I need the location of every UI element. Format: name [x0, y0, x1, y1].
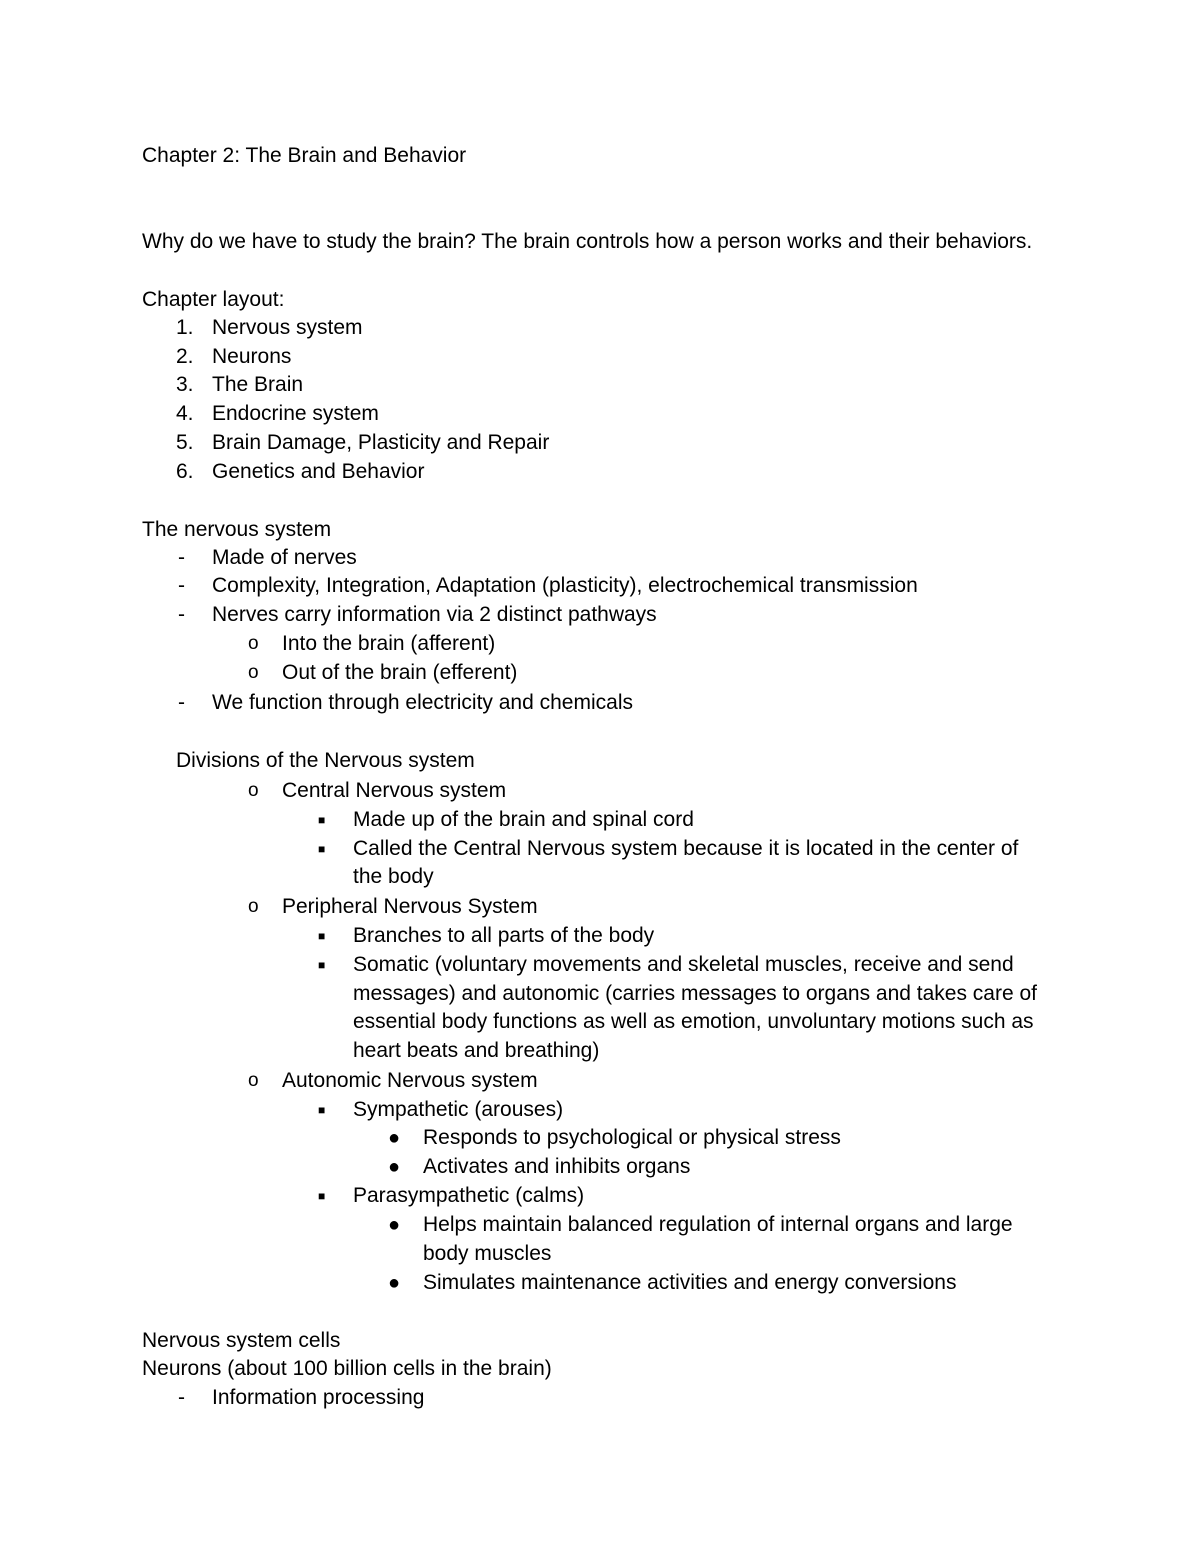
- list-item: We function through electricity and chemicals: [212, 691, 633, 714]
- nervous-heading: The nervous system: [142, 518, 332, 541]
- dash-marker: -: [178, 1386, 185, 1409]
- divisions-heading: Divisions of the Nervous system: [176, 749, 475, 772]
- list-item: Autonomic Nervous system: [282, 1069, 538, 1092]
- list-item: Complexity, Integration, Adaptation (plasticity), electrochemical transmission: [212, 574, 918, 597]
- square-marker: ■: [318, 958, 326, 972]
- dot-marker: ●: [388, 1214, 401, 1236]
- list-item: Out of the brain (efferent): [282, 661, 518, 684]
- list-item-continued: essential body functions as well as emotion, unvoluntary motions such as: [353, 1010, 1034, 1033]
- layout-heading: Chapter layout:: [142, 288, 285, 311]
- list-number: 2.: [176, 345, 194, 368]
- list-item: Nerves carry information via 2 distinct pathways: [212, 603, 657, 626]
- list-item: Called the Central Nervous system because it is located in the center of: [353, 837, 1019, 860]
- dash-marker: -: [178, 691, 185, 714]
- dot-marker: ●: [388, 1272, 401, 1294]
- square-marker: ■: [318, 842, 326, 856]
- dash-marker: -: [178, 603, 185, 626]
- list-item-continued: messages) and autonomic (carries messages to organs and takes care of: [353, 982, 1038, 1005]
- list-item: Parasympathetic (calms): [353, 1184, 585, 1207]
- list-item: Helps maintain balanced regulation of internal organs and large: [423, 1213, 1013, 1236]
- intro-paragraph: Why do we have to study the brain? The brain controls how a person works and their behaviors.: [142, 230, 1033, 253]
- dot-marker: ●: [388, 1156, 401, 1178]
- list-number: 3.: [176, 373, 194, 396]
- list-item: Nervous system: [212, 316, 363, 339]
- dash-marker: -: [178, 574, 185, 597]
- circle-marker: o: [248, 1070, 259, 1091]
- neurons-heading: Neurons (about 100 billion cells in the brain): [142, 1357, 552, 1380]
- list-number: 5.: [176, 431, 194, 454]
- list-item: Neurons: [212, 345, 292, 368]
- circle-marker: o: [248, 780, 259, 801]
- list-item-continued: the body: [353, 865, 434, 888]
- list-item: Information processing: [212, 1386, 425, 1409]
- dot-marker: ●: [388, 1127, 401, 1149]
- list-item: Peripheral Nervous System: [282, 895, 538, 918]
- list-item: The Brain: [212, 373, 304, 396]
- circle-marker: o: [248, 896, 259, 917]
- list-item: Responds to psychological or physical stress: [423, 1126, 841, 1149]
- square-marker: ■: [318, 929, 326, 943]
- circle-marker: o: [248, 662, 259, 683]
- list-number: 1.: [176, 316, 194, 339]
- list-item: Into the brain (afferent): [282, 632, 496, 655]
- circle-marker: o: [248, 633, 259, 654]
- list-item: Genetics and Behavior: [212, 460, 425, 483]
- square-marker: ■: [318, 813, 326, 827]
- list-item: Sympathetic (arouses): [353, 1098, 564, 1121]
- list-item: Made of nerves: [212, 546, 357, 569]
- list-item: Somatic (voluntary movements and skeletal muscles, receive and send: [353, 953, 1014, 976]
- list-number: 6.: [176, 460, 194, 483]
- list-item: Simulates maintenance activities and energy conversions: [423, 1271, 957, 1294]
- square-marker: ■: [318, 1189, 326, 1203]
- cells-heading: Nervous system cells: [142, 1329, 341, 1352]
- list-item: Made up of the brain and spinal cord: [353, 808, 694, 831]
- list-number: 4.: [176, 402, 194, 425]
- dash-marker: -: [178, 546, 185, 569]
- list-item: Brain Damage, Plasticity and Repair: [212, 431, 550, 454]
- page-title: Chapter 2: The Brain and Behavior: [142, 144, 467, 167]
- list-item: Branches to all parts of the body: [353, 924, 655, 947]
- list-item-continued: body muscles: [423, 1242, 552, 1265]
- square-marker: ■: [318, 1103, 326, 1117]
- list-item: Central Nervous system: [282, 779, 507, 802]
- list-item-continued: heart beats and breathing): [353, 1039, 600, 1062]
- list-item: Activates and inhibits organs: [423, 1155, 691, 1178]
- list-item: Endocrine system: [212, 402, 379, 425]
